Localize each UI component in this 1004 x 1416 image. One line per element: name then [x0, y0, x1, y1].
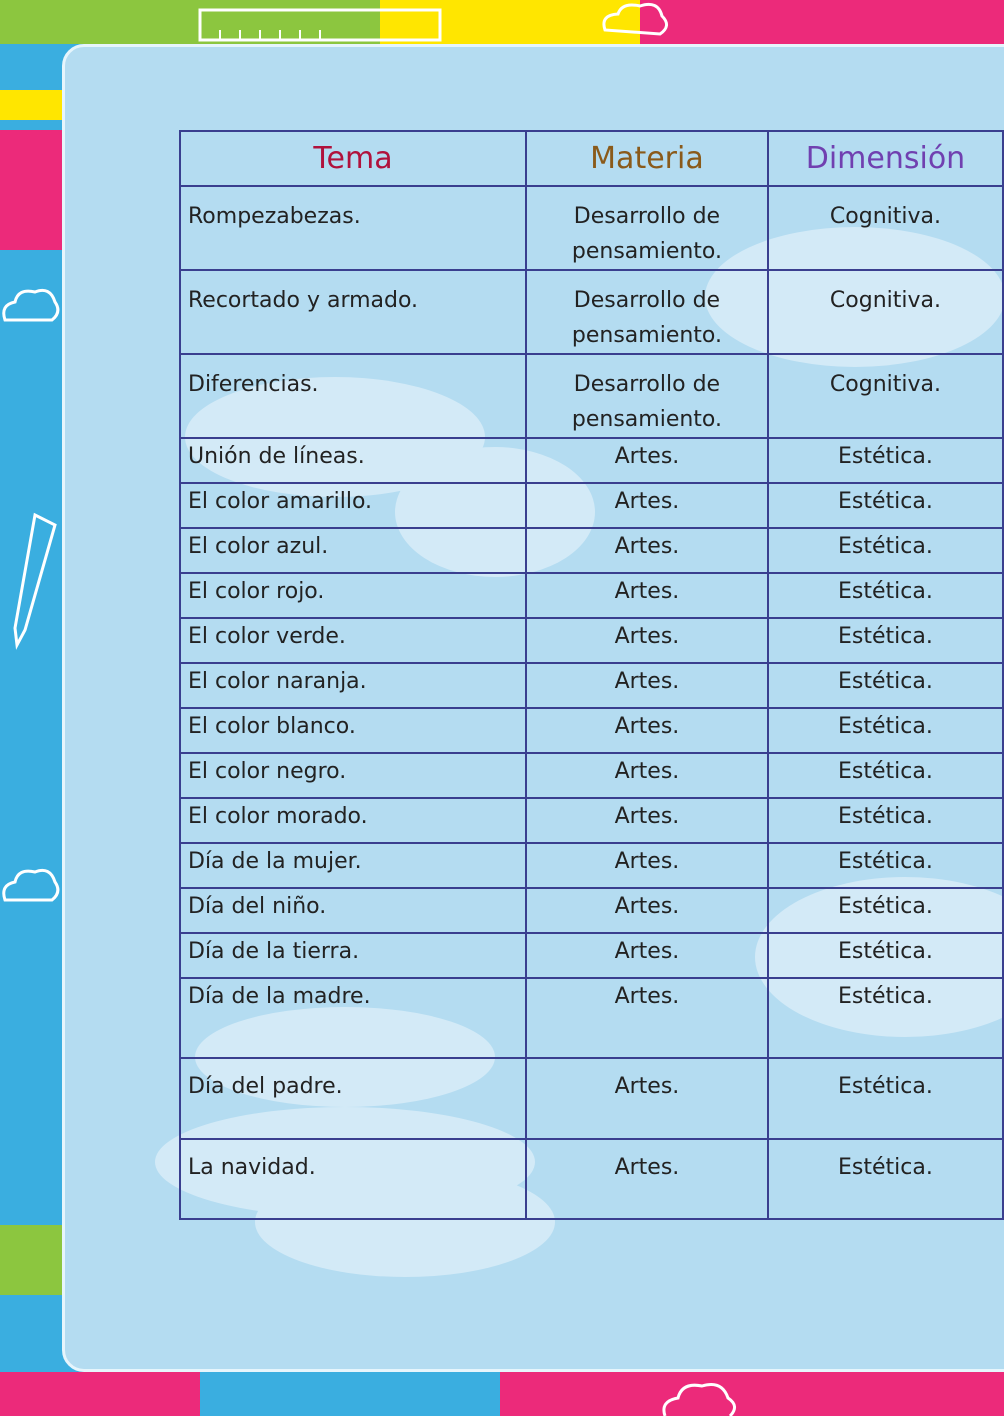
materia-cell: Artes. [526, 843, 768, 888]
dimension-cell: Estética. [768, 843, 1003, 888]
table-row [180, 663, 1003, 708]
tema-cell: Día de la mujer. [188, 849, 362, 874]
header-materia: Materia [526, 131, 768, 186]
tema-cell: El color negro. [188, 759, 347, 784]
dimension-cell: Estética. [768, 483, 1003, 528]
dimension-cell: Estética. [768, 1139, 1003, 1219]
header-tema: Tema [180, 131, 526, 186]
topics-table [179, 130, 1004, 1220]
border-stripe-top-pink [640, 0, 1004, 44]
materia-cell: Desarrollo de pensamiento. [526, 186, 768, 270]
tema-cell: El color naranja. [188, 669, 367, 694]
tema-cell: El color morado. [188, 804, 368, 829]
tema-cell: Día del padre. [188, 1074, 343, 1099]
dimension-cell: Cognitiva. [768, 270, 1003, 354]
materia-cell: Artes. [526, 483, 768, 528]
dimension-cell: Cognitiva. [768, 186, 1003, 270]
header-dimension: Dimensión [768, 131, 1003, 186]
border-stripe-bottom-blue [200, 1372, 500, 1416]
table-row [180, 618, 1003, 663]
cloud-icon [0, 280, 62, 330]
dimension-cell: Estética. [768, 663, 1003, 708]
materia-cell: Artes. [526, 933, 768, 978]
table-row [180, 186, 1003, 270]
cloud-icon-2 [0, 860, 62, 910]
tema-cell: Día del niño. [188, 894, 327, 919]
dimension-cell: Estética. [768, 1058, 1003, 1139]
dimension-cell: Estética. [768, 618, 1003, 663]
materia-cell: Artes. [526, 798, 768, 843]
tema-cell: El color azul. [188, 534, 329, 559]
border-stripe-left-green [0, 1225, 62, 1295]
table-row [180, 978, 1003, 1058]
materia-cell: Artes. [526, 978, 768, 1058]
dimension-cell: Estética. [768, 528, 1003, 573]
tema-cell: Diferencias. [188, 372, 319, 397]
materia-cell: Artes. [526, 618, 768, 663]
table-row [180, 483, 1003, 528]
materia-cell: Artes. [526, 1058, 768, 1139]
tema-cell: Unión de líneas. [188, 444, 365, 469]
border-stripe-bottom-pink [0, 1372, 1004, 1416]
table-row [180, 354, 1003, 438]
tema-cell: Día de la tierra. [188, 939, 360, 964]
border-stripe-left-pink [0, 130, 62, 250]
materia-cell: Artes. [526, 708, 768, 753]
table-row [180, 573, 1003, 618]
table-row [180, 798, 1003, 843]
border-stripe-left-yellow [0, 90, 62, 120]
tema-cell: Recortado y armado. [188, 288, 419, 313]
table-row [180, 933, 1003, 978]
tema-cell: Rompezabezas. [188, 204, 361, 229]
tema-cell: El color blanco. [188, 714, 356, 739]
table-row [180, 528, 1003, 573]
dimension-cell: Estética. [768, 888, 1003, 933]
materia-cell: Artes. [526, 438, 768, 483]
table-row [180, 753, 1003, 798]
table-row [180, 888, 1003, 933]
materia-cell: Desarrollo de pensamiento. [526, 270, 768, 354]
materia-cell: Artes. [526, 753, 768, 798]
dimension-cell: Estética. [768, 573, 1003, 618]
materia-cell: Desarrollo de pensamiento. [526, 354, 768, 438]
materia-cell: Artes. [526, 573, 768, 618]
cloud-icon-3 [660, 1376, 740, 1416]
materia-cell: Artes. [526, 888, 768, 933]
ruler-icon [195, 0, 445, 44]
materia-cell: Artes. [526, 1139, 768, 1219]
dimension-cell: Estética. [768, 708, 1003, 753]
table-row [180, 1139, 1003, 1219]
tema-cell: La navidad. [188, 1155, 316, 1180]
materia-cell: Artes. [526, 528, 768, 573]
pencil-icon [5, 510, 60, 650]
materia-cell: Artes. [526, 663, 768, 708]
table-row [180, 843, 1003, 888]
table-row [180, 438, 1003, 483]
table-row [180, 270, 1003, 354]
tema-cell: El color verde. [188, 624, 346, 649]
table-row [180, 708, 1003, 753]
table-row [180, 1058, 1003, 1139]
dimension-cell: Estética. [768, 438, 1003, 483]
dimension-cell: Cognitiva. [768, 354, 1003, 438]
dimension-cell: Estética. [768, 753, 1003, 798]
dimension-cell: Estética. [768, 933, 1003, 978]
tema-cell: Día de la madre. [188, 984, 371, 1009]
dimension-cell: Estética. [768, 978, 1003, 1058]
tema-cell: El color rojo. [188, 579, 325, 604]
table-header-row [180, 131, 1003, 186]
dimension-cell: Estética. [768, 798, 1003, 843]
cloud-icon-4 [600, 0, 670, 44]
tema-cell: El color amarillo. [188, 489, 373, 514]
